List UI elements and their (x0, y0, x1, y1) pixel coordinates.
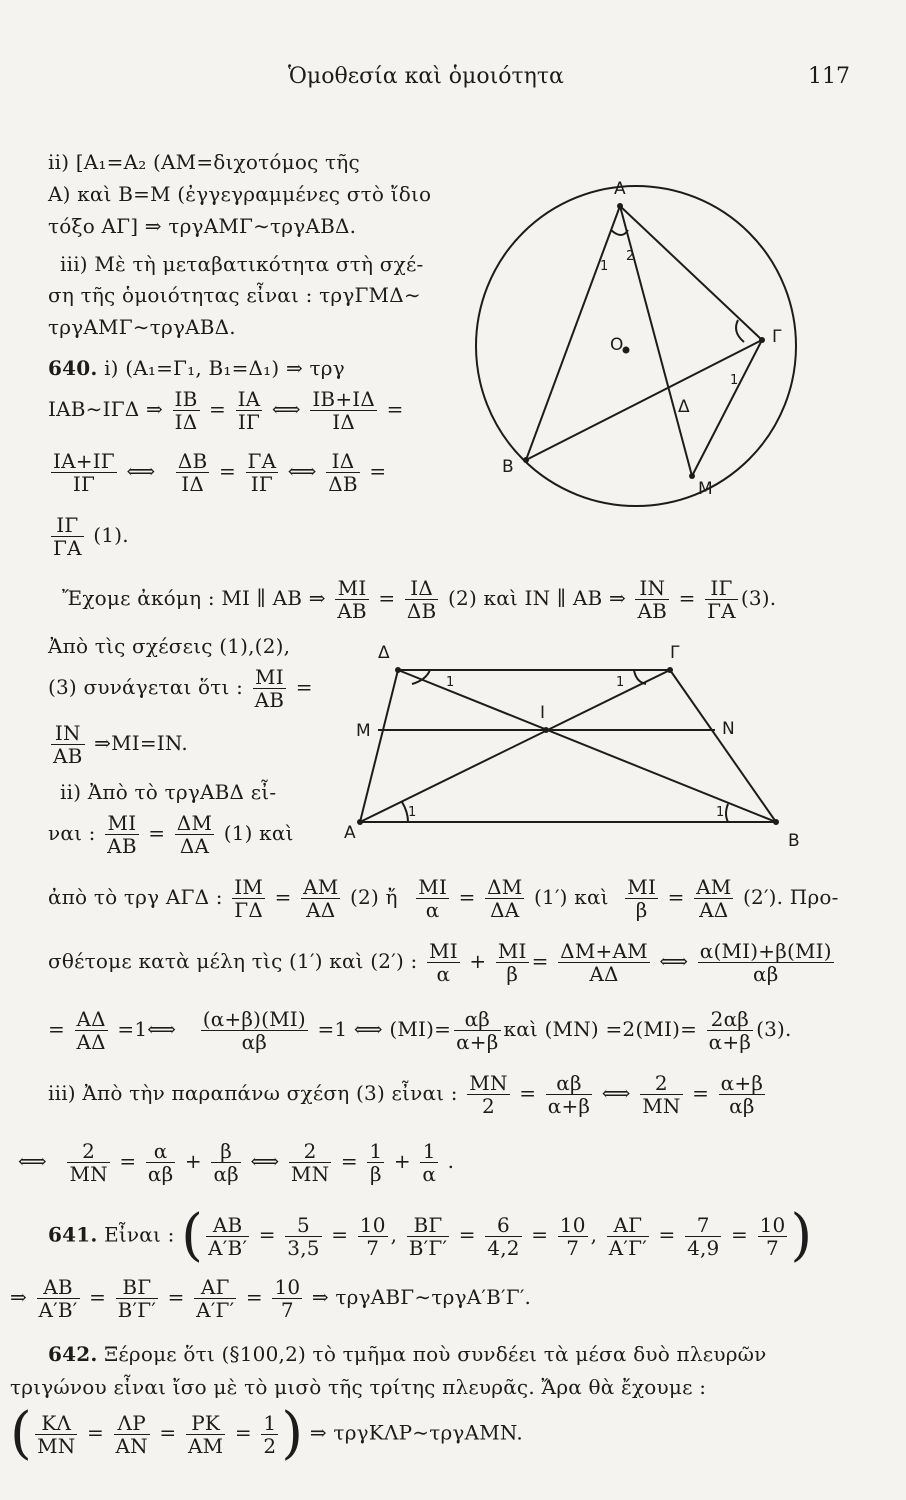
fig2-label-N: N (722, 719, 735, 739)
p641-number: 641. (48, 1222, 98, 1247)
p640-kai: (1) καὶ (223, 821, 294, 845)
p640-l3-num: IA+IΓ (53, 449, 115, 473)
p640-tag3: (3). (740, 586, 777, 610)
p640-ii-from: ii) Ἀπὸ τὸ τργABΔ εἶ- (60, 780, 277, 804)
p641-line2: ⇒ $\frac{AB}{A'B'}$ = $\frac{B\Gamma}{B'\Gamma'}$ = $\frac{A\Gamma}{A'\Gamma'}$ = $\frac{10}{7}$ ⇒ τργABΓ∼τργA′B′Γ′. (10, 1275, 532, 1322)
p640-line14: iii) Ἀπὸ τὴν παραπάνω σχέση (3) εἶναι : $\frac{MN}{2}$ = $\frac{\alpha\beta}{\alpha+\beta}$ ⟺ $\frac{2}{MN}$ = $\frac{\alpha+\beta}{\alpha\beta}$ (48, 1071, 764, 1118)
p642-number: 642. (48, 1342, 98, 1366)
fig2-label-M: M (356, 721, 371, 741)
p640-line10: ναι : $\frac{MI}{AB}$ = $\frac{\Delta M}{\Delta A}$ (1) καὶ (48, 811, 294, 858)
angle-arc-A (611, 230, 628, 235)
angle-arc-G (736, 320, 744, 342)
p640-from-relations: Ἀπὸ τὶς σχέσεις (1),(2), (48, 634, 291, 658)
segment-GB (670, 670, 776, 822)
page-number: 117 (808, 64, 850, 89)
p640-we-have: Ἔχομε ἀκόμη : MI ∥ AB ⇒ (62, 586, 326, 610)
fig2-angle-B1: 1 (716, 805, 725, 820)
p640-line15: ⟺ $\frac{2}{MN}$ = $\frac{\alpha}{\alpha\beta}$ + $\frac{\beta}{\alpha\beta}$ ⟺ $\frac{2}{MN}$ = $\frac{1}{\beta}$ + $\frac{1}{\alpha}$ . (18, 1139, 455, 1186)
fig1-angle-G1: 1 (730, 373, 739, 388)
p640-line1 (48, 356, 345, 380)
p640-line12: σθέτομε κατὰ μέλη τὶς (1′) καὶ (2′) : $\frac{MI}{\alpha}$ + $\frac{MI}{\beta}$ = $\frac{\Delta M+AM}{A\Delta}$ ⟺ $\frac{\alpha(MI)+\beta(MI)}{\alpha\beta}$ (48, 939, 832, 986)
fig1-angle-2: 2 (626, 249, 635, 264)
p642-line3: ( $\frac{K\Lambda}{MN}$ = $\frac{\Lambda P}{AN}$ = $\frac{PK}{AM}$ = $\frac{1}{2}$ ) ⇒ τργKΛP∼τργAMN. (10, 1401, 523, 1466)
fig2-label-I: I (540, 703, 546, 723)
segment-BG (526, 340, 762, 460)
p640-concl: (3) συνάγεται ὅτι : (48, 675, 244, 699)
p640-line3: $\frac{IA+I\Gamma}{I\Gamma}$ ⟺ $\frac{\Delta B}{I\Delta}$ = $\frac{\Gamma A}{I\Gamma}$ ⟺ $\frac{I\Delta}{\Delta B}$ = (53, 449, 387, 496)
fig2-label-G: Γ (670, 643, 680, 663)
p639-ii-line1: ii) [A₁=A₂ (AM=διχοτόμος τῆς (48, 150, 360, 174)
p642-concl: ⇒ τργKΛP∼τργAMN. (309, 1420, 523, 1445)
p641-concl: ⇒ τργABΓ∼τργA′B′Γ′. (311, 1285, 532, 1309)
p640-mi-eq-in: ⇒MI=IN. (94, 731, 188, 755)
p640-line5: Ἔχομε ἀκόμη : MI ∥ AB ⇒ $\frac{MI}{AB}$ = $\frac{I\Delta}{\Delta B}$ (2) καὶ IN ∥ AB ⇒ $\frac{IN}{AB}$ = $\frac{I\Gamma}{\Gamma A}$ (3). (62, 576, 777, 623)
p639-iii-line3: τργAMΓ∼τργABΔ. (48, 315, 236, 339)
fig1-label-M: M (698, 479, 713, 499)
p640-number: 640. (48, 356, 98, 380)
segment-DB (398, 670, 776, 822)
p642-line1 (48, 1342, 767, 1366)
p641-text: Εἶναι : (104, 1222, 175, 1247)
p640-iii-line: iii) Ἀπὸ τὴν παραπάνω σχέση (3) εἶναι : (48, 1081, 458, 1105)
p640-line2: IAB∼IΓΔ ⇒ $\frac{IB}{I\Delta}$ = $\frac{IA}{I\Gamma}$ ⟺ $\frac{IB+I\Delta}{I\Delta}$ = (48, 387, 404, 434)
segment-AD (360, 670, 398, 822)
p639-ii-line3: τόξο AΓ] ⇒ τργAMΓ∼τργABΔ. (48, 214, 357, 238)
p640-tag2-or: (2) ἤ (350, 885, 398, 909)
p640-line7: (3) συνάγεται ὅτι : $\frac{MI}{AB}$ = (48, 665, 313, 712)
figure-trapezoid (340, 640, 820, 860)
p640-i-text: i) (A₁=Γ₁, B₁=Δ₁) ⇒ τργ (104, 356, 345, 380)
p640-eq1-tag: (1). (93, 523, 129, 547)
fig2-angle-A1: 1 (408, 805, 417, 820)
page-header-title: Ὁμοθεσία καὶ ὁμοιότητα (288, 64, 564, 89)
p642-line2: τριγώνου εἶναι ἴσο μὲ τὸ μισὸ τῆς τρίτης πλευρᾶς. Ἄρα θὰ ἔχουμε : (10, 1375, 707, 1399)
fig1-label-D: Δ (678, 397, 690, 417)
segment-AM (620, 206, 692, 476)
fig2-label-D: Δ (378, 643, 390, 663)
p640-ii-nai: ναι : (48, 821, 96, 845)
p639-ii-line2: A) καὶ B=M (ἐγγεγραμμένες στὸ ἴδιο (48, 182, 432, 206)
p640-line13: = $\frac{A\Delta}{A\Delta}$ =1⟺ $\frac{(\alpha+\beta)(MI)}{\alpha\beta}$ =1 ⟺ (MI)= $\frac{\alpha\beta}{\alpha+\beta}$ καὶ (MN) =2(MI)= $\frac{2\alpha\beta}{\alpha+\beta}$ (3). (48, 1007, 792, 1054)
fig1-label-B: B (502, 457, 514, 477)
p640-tag1p: (1′) καὶ (534, 885, 609, 909)
segment-AB (526, 206, 620, 460)
p640-line8: $\frac{IN}{AB}$ ⇒MI=IN. (53, 721, 188, 768)
p640-and-IN: (2) καὶ IN ∥ AB ⇒ (448, 586, 626, 610)
figure-circle (430, 170, 810, 510)
fig1-label-G: Γ (772, 327, 782, 347)
p640-l2-start: IAB∼IΓΔ ⇒ (48, 397, 163, 421)
fig1-label-O: O (610, 335, 624, 355)
fig2-label-B: B (788, 831, 800, 851)
p640-apo-trg: ἀπὸ τὸ τργ AΓΔ : (48, 885, 223, 909)
fig2-angle-G1: 1 (616, 675, 625, 690)
fig2-label-A: A (344, 823, 356, 843)
p640-add-line: σθέτομε κατὰ μέλη τὶς (1′) καὶ (2′) : (48, 949, 418, 973)
p642-text1: Ξέρομε ὅτι (§100,2) τὸ τμῆμα ποὺ συνδέει τὰ μέσα δυὸ πλευρῶν (104, 1342, 767, 1366)
segment-AG (360, 670, 670, 822)
p639-iii-line1: iii) Μὲ τὴ μεταβατικότητα στὴ σχέ- (60, 252, 424, 276)
p640-line4: $\frac{I\Gamma}{\Gamma A}$ (1). (53, 513, 129, 560)
p641-line1: 641. Εἶναι : ( $\frac{AB}{A'B'}$ = $\frac{5}{3,5}$ = $\frac{10}{7}$ , $\frac{B\Gamma}{B'\Gamma'}$ = $\frac{6}{4,2}$ = $\frac{10}{7}$ , $\frac{A\Gamma}{A'\Gamma'}$ = $\frac{7}{4,9}$ = $\frac{10}{7}$ ) (48, 1203, 813, 1268)
fig2-angle-D1: 1 (446, 675, 455, 690)
angle-arc-B (726, 804, 728, 822)
fig1-angle-1: 1 (600, 259, 609, 274)
p640-tag2p: (2′). Προ- (743, 885, 839, 909)
p640-line11: ἀπὸ τὸ τργ AΓΔ : $\frac{IM}{\Gamma\Delta}$ = $\frac{AM}{A\Delta}$ (2) ἤ $\frac{MI}{\alpha}$ = $\frac{\Delta M}{\Delta A}$ (1′) καὶ $\frac{MI}{\beta}$ = $\frac{AM}{A\Delta}$ (2′). Προ- (48, 875, 839, 922)
center-dot (623, 347, 630, 354)
fig1-label-A: A (614, 179, 626, 199)
p639-iii-line2: ση τῆς ὁμοιότητας εἶναι : τργΓMΔ∼ (48, 283, 421, 307)
